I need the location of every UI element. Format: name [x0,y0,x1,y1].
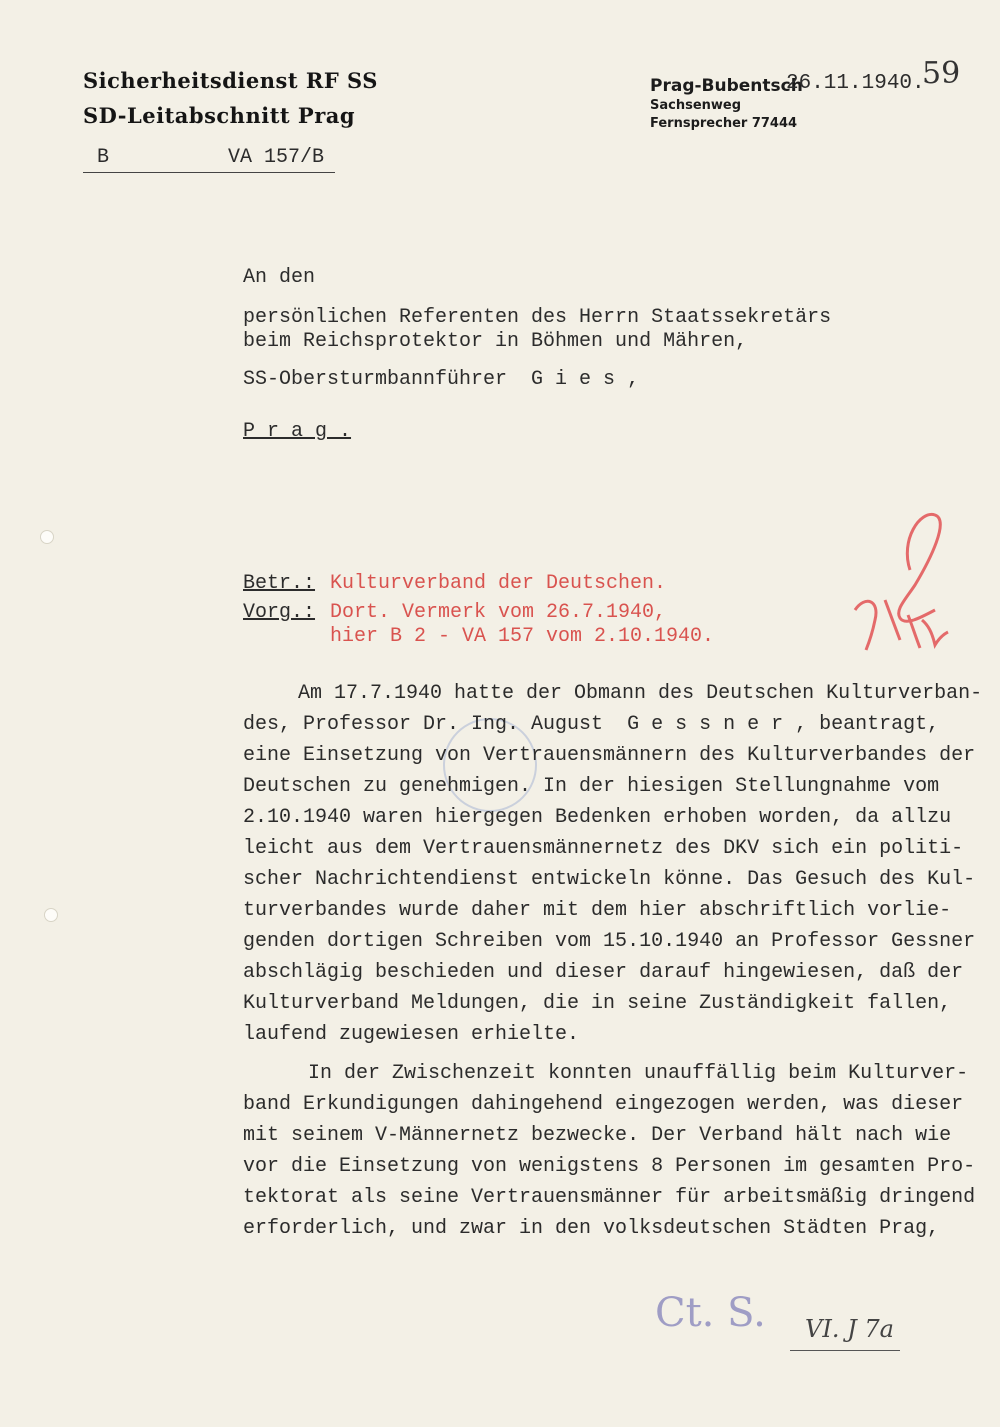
body-line: mit seinem V-Männernetz bezwecke. Der Verband hält nach wie [243,1124,952,1147]
body-line: eine Einsetzung von Vertrauensmännern des Kulturverbandes der [243,744,976,767]
red-handwritten-initials [840,500,960,660]
previous-label: Vorg.: [243,601,316,624]
bottom-stamp: Ct. S. [655,1290,766,1336]
body-line: Am 17.7.1940 hatte der Obmann des Deutschen Kulturverban- [298,682,983,705]
reference-department: B [97,146,110,169]
previous-line-2: hier B 2 - VA 157 vom 2.10.1940. [330,625,715,648]
previous-line-1: Dort. Vermerk vom 26.7.1940, [330,601,667,624]
letterhead-org-line1: Sicherheitsdienst RF SS [83,68,378,93]
body-line: Kulturverband Meldungen, die in seine Zuständigkeit fallen, [243,992,952,1015]
body-line: 2.10.1940 waren hiergegen Bedenken erhoben worden, da allzu [243,806,952,829]
punch-hole-top [40,530,54,544]
handwritten-page-number: 59 [922,56,961,91]
place-label: Prag-Bubentsch [650,76,803,96]
body-line: erforderlich, und zwar in den volksdeutschen Städten Prag, [243,1217,940,1240]
body-line: In der Zwischenzeit konnten unauffällig beim Kulturver- [308,1062,969,1085]
punch-hole-bottom [44,908,58,922]
body-line: genden dortigen Schreiben vom 15.10.1940 an Professor Gessner [243,930,976,953]
address-line-2: persönlichen Referenten des Herrn Staatssekretärs [243,306,832,329]
letterhead-org-line2: SD-Leitabschnitt Prag [83,103,356,128]
subject-text: Kulturverband der Deutschen. [330,572,667,595]
body-line: abschlägig beschieden und dieser darauf hingewiesen, daß der [243,961,964,984]
reference-underline [83,172,335,173]
letter-date: 26.11.1940. [786,72,925,95]
body-line: des, Professor Dr. Ing. August G e s s n e r , beantragt, [243,713,940,736]
body-line: vor die Einsetzung von wenigstens 8 Personen im gesamten Pro- [243,1155,976,1178]
bottom-underline [790,1350,900,1351]
body-line: scher Nachrichtendienst entwickeln könne. Das Gesuch des Kul- [243,868,976,891]
subject-label: Betr.: [243,572,316,595]
address-line-3: beim Reichsprotektor in Böhmen und Mähren, [243,330,748,353]
bottom-handwritten-note: VI. J 7a [805,1315,894,1343]
body-line: leicht aus dem Vertrauensmännernetz des DKV sich ein politi- [243,837,964,860]
address-line-1: An den [243,266,316,289]
street-label: Sachsenweg [650,98,742,113]
address-city: P r a g . [243,420,352,443]
body-line: tektorat als seine Vertrauensmänner für arbeitsmäßig dringend [243,1186,976,1209]
body-line: band Erkundigungen dahingehend eingezogen werden, was dieser [243,1093,964,1116]
body-line: turverbandes wurde daher mit dem hier abschriftlich vorlie- [243,899,952,922]
reference-number: VA 157/B [228,146,325,169]
address-line-4: SS-Obersturmbannführer G i e s , [243,368,640,391]
body-line: laufend zugewiesen erhielte. [243,1023,580,1046]
phone-label: Fernsprecher 77444 [650,116,798,131]
body-line: Deutschen zu genehmigen. In der hiesigen Stellungnahme vom [243,775,940,798]
